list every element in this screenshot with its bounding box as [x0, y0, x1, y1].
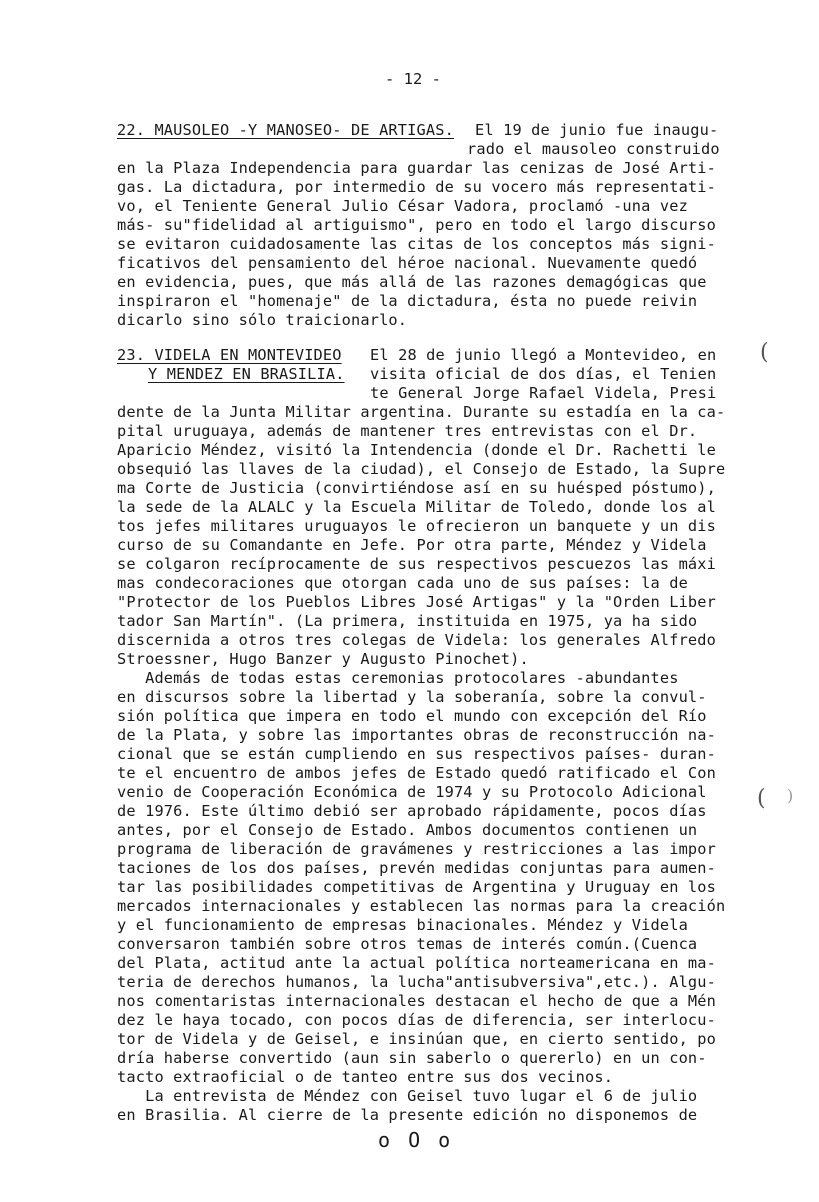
section-22-line: en evidencia, pues, que más allá de las razones demagógicas que	[117, 273, 707, 291]
section-23-line: curso de su Comandante en Jefe. Por otra parte, Méndez y Videla	[117, 536, 707, 554]
section-23-line: cional que se están cumpliendo en sus respectivos países- duran-	[117, 745, 717, 763]
section-23-line: taciones de los dos países, prevén medidas conjuntas para aumen-	[117, 859, 717, 877]
section-23-line: discernida a otros tres colegas de Videla: los generales Alfredo	[117, 631, 717, 649]
section-23-line: en Brasilia. Al cierre de la presente edición no disponemos de	[117, 1106, 698, 1124]
section-22-line: ficativos del pensamiento del héroe nacional. Nuevamente quedó	[117, 254, 698, 272]
section-23-line: tor de Videla y de Geisel, e insinúan que, en cierto sentido, po	[117, 1030, 717, 1048]
section-23-line: de la Plata, y sobre las importantes obras de reconstrucción na-	[117, 726, 717, 744]
section-23-line: programa de liberación de gravámenes y restricciones a las impor	[117, 840, 717, 858]
section-23-line: pital uruguaya, además de mantener tres entrevistas con el Dr.	[117, 422, 698, 440]
section-23-line: de 1976. Este último debió ser aprobado rápidamente, pocos días	[117, 802, 707, 820]
section-23-line: mercados internacionales y establecen las normas para la creación	[117, 897, 726, 915]
section-23-line: ma Corte de Justicia (convirtiéndose así en su huésped póstumo),	[117, 479, 717, 497]
section-23-line: antes, por el Consejo de Estado. Ambos documentos contienen un	[117, 821, 698, 839]
section-23-line: obsequió las llaves de la ciudad), el Consejo de Estado, la Supre	[117, 460, 726, 478]
section-23-line: la sede de la ALALC y la Escuela Militar de Toledo, donde los al	[117, 498, 717, 516]
section-23-line: Además de todas estas ceremonias protocolares -abundantes	[117, 669, 679, 687]
section-23-line: mas condecoraciones que otorgan cada uno de sus países: la de	[117, 574, 688, 592]
section-23-line: "Protector de los Pueblos Libres José Artigas" y la "Orden Liber	[117, 593, 717, 611]
margin-mark: (	[760, 340, 769, 365]
section-23-line: nos comentaristas internacionales destacan el hecho de que a Mén	[117, 992, 717, 1010]
section-23-line: conversaron también sobre otros temas de interés común.(Cuenca	[117, 935, 698, 953]
margin-mark: (	[757, 786, 766, 811]
section-22-line: más- su"fidelidad al artiguismo", pero en todo el largo discurso	[117, 216, 717, 234]
section-23-line: en discursos sobre la libertad y la soberanía, sobre la convul-	[117, 688, 707, 706]
section-23-line: tar las posibilidades competitivas de Argentina y Uruguay en los	[117, 878, 717, 896]
section-23-line: del Plata, actitud ante la actual política norteamericana en ma-	[117, 954, 717, 972]
margin-mark: )	[787, 786, 794, 805]
section-22-line: inspiraron el "homenaje" de la dictadura, ésta no puede reivin	[117, 292, 698, 310]
section-23-line: Stroessner, Hugo Banzer y Augusto Pinochet).	[117, 650, 529, 668]
section-23-line: dez le haya tocado, con pocos días de diferencia, ser interlocu-	[117, 1011, 717, 1029]
section-22-line: rado el mausoleo construido	[467, 140, 720, 158]
ending-mark: o O o	[378, 1128, 454, 1152]
section-23-line: El 28 de junio llegó a Montevideo, en	[370, 346, 717, 364]
section-23-line: tacto extraoficial o de tanteo entre sus dos vecinos.	[117, 1068, 614, 1086]
section-23-line: Aparicio Méndez, visitó la Intendencia (donde el Dr. Rachetti le	[117, 441, 717, 459]
section-23-line: tador San Martín". (La primera, instituida en 1975, ya ha sido	[117, 612, 698, 630]
section-23-line: se colgaron recíprocamente de sus respectivos pescuezos las máxi	[117, 555, 717, 573]
section-23-line: teria de derechos humanos, la lucha"antisubversiva",etc.). Algu-	[117, 973, 717, 991]
section-23-line: La entrevista de Méndez con Geisel tuvo lugar el 6 de julio	[117, 1087, 698, 1105]
section-23-line: te General Jorge Rafael Videla, Presi	[370, 384, 717, 402]
section-22-line: El 19 de junio fue inaugu-	[475, 121, 719, 139]
section-22-line: gas. La dictadura, por intermedio de su vocero más representati-	[117, 178, 717, 196]
section-23-line: y el funcionamiento de empresas binacionales. Méndez y Videla	[117, 916, 688, 934]
section-22-heading: 22. MAUSOLEO -Y MANOSEO- DE ARTIGAS.	[117, 121, 454, 139]
section-23-line: tos jefes militares uruguayos le ofrecieron un banquete y un dis	[117, 517, 717, 535]
section-22-line: dicarlo sino sólo traicionarlo.	[117, 311, 408, 329]
section-23-line: venio de Cooperación Económica de 1974 y su Protocolo Adicional	[117, 783, 707, 801]
section-23-line: te el encuentro de ambos jefes de Estado quedó ratificado el Con	[117, 764, 717, 782]
section-22-line: en la Plaza Independencia para guardar las cenizas de José Arti-	[117, 159, 717, 177]
page-number: - 12 -	[385, 70, 441, 88]
section-23-line: dente de la Junta Militar argentina. Durante su estadía en la ca-	[117, 403, 726, 421]
section-23-line: sión política que impera en todo el mundo con excepción del Río	[117, 707, 707, 725]
section-23-heading: Y MENDEZ EN BRASILIA.	[148, 365, 345, 383]
section-22-line: vo, el Teniente General Julio César Vadora, proclamó -una vez	[117, 197, 688, 215]
section-22-line: se evitaron cuidadosamente las citas de los conceptos más signi-	[117, 235, 717, 253]
section-23-line: dría haberse convertido (aun sin saberlo o quererlo) en un con-	[117, 1049, 707, 1067]
section-23-heading: 23. VIDELA EN MONTEVIDEO	[117, 346, 342, 364]
section-23-line: visita oficial de dos días, el Tenien	[370, 365, 717, 383]
